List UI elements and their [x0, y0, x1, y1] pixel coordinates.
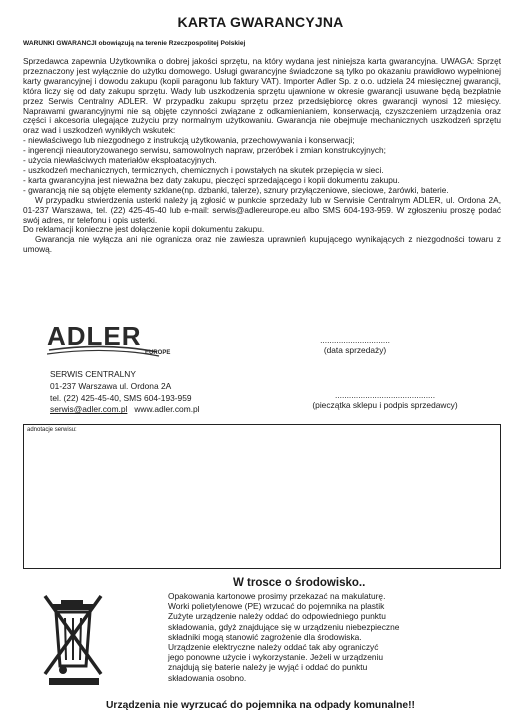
service-notes-label: adnotacje serwisu:: [27, 427, 77, 433]
environment-line: jego ponowne użycie i wykorzystanie. Jeżeli w urządzeniu: [168, 652, 384, 663]
exclusion-item: - niewłaściwego lub niezgodnego z instrukcją użytkowania, przechowywania i konserwacji;: [23, 135, 355, 146]
environment-line: składowania osobno.: [168, 672, 247, 683]
service-heading: SERWIS CENTRALNY: [50, 369, 136, 379]
environment-line: Opakowania kartonowe prosimy przekazać na makulaturę.: [168, 591, 386, 601]
sale-date-dots: ..............................: [320, 335, 390, 345]
paragraph-rights: Gwarancja nie wyłącza ani nie ogranicza oraz nie zawiesza uprawnień kupującego wynikających z niezgodności towaru z umową.: [23, 234, 501, 255]
logo-wordmark: ADLER: [47, 321, 142, 351]
environment-line: Worki polietylenowe (PE) wrzucać do pojemnika na plastik: [168, 601, 385, 612]
service-address: 01-237 Warszawa ul. Ordona 2A: [50, 380, 172, 391]
crossed-out-bin-icon: [41, 594, 107, 686]
sale-date-label: (data sprzedaży): [323, 345, 387, 355]
paragraph-receipt: Do reklamacji konieczne jest dołączenie kopii dokumentu zakupu.: [23, 224, 265, 235]
service-notes-box[interactable]: [23, 424, 501, 569]
environment-line: znajdują się baterie należy je wyjąć i oddać do punktu: [168, 662, 368, 673]
stamp-label: (pieczątka sklepu i podpis sprzedawcy): [312, 400, 458, 410]
environment-line: składniki mogą stanowić zagrożenie dla środowiska.: [168, 631, 362, 642]
exclusion-item: - uszkodzeń mechanicznych, termicznych, chemicznych i powstałych na skutek przepięcia w sieci.: [23, 164, 384, 175]
adler-logo: [47, 322, 197, 364]
footer-warning: Urządzenia nie wyrzucać do pojemnika na odpady komunalne!!: [106, 700, 415, 711]
service-center: [50, 369, 200, 416]
exclusion-item: - użycia niewłaściwych materiałów eksploatacyjnych.: [23, 155, 217, 166]
warranty-terms: [23, 57, 501, 255]
service-email-link[interactable]: serwis@adler.com.pl: [50, 404, 128, 415]
sale-date-field[interactable]: [300, 335, 410, 355]
stamp-field[interactable]: [285, 390, 485, 410]
service-phone: tel. (22) 425-45-40, SMS 604-193-959: [50, 392, 192, 403]
page-title: KARTA GWARANCYJNA: [177, 14, 344, 30]
stamp-dots: ...........................................: [334, 390, 436, 400]
environment-title: W trosce o środowisko..: [233, 577, 366, 589]
logo-subtitle: EUROPE: [145, 350, 171, 356]
service-web-link[interactable]: www.adler.com.pl: [134, 404, 200, 415]
paragraph-general: Sprzedawca zapewnia Użytkownika o dobrej jakości sprzętu, na który wydana jest niniejsza karta gwarancyjna. UWAGA: Sprzęt przeznaczony jest wyłącznie do użytku domowego. Usługi gwarancyjne świadczone są tylko po okazaniu prawidłowo wypełnionej karty gwarancyjnej i dowodu zakupu (kopii paragonu lub faktury VAT). Importer Adler Sp. z o.o. udziela 24 miesięcznej gwarancji, która liczy się od daty zakupu sprzętu. Wady lub uszkodzenia sprzętu ujawnione w okresie gwarancji usuwane będą bezpłatnie przez Serwis Centralny ADLER. W przypadku zakupu sprzętu przez przedsiębiorcę okres gwarancji wynosi 12 miesięcy. Naprawami gwarancyjnymi nie są objęte czynności związane z odkamienianiem, konserwacją, czyszczeniem urządzenia oraz części i akcesoria ulegające zużyciu przy normalnym użytkowaniu. Gwarancja nie obejmuje mechanicznych uszkodzeń sprzętu oraz wad i uszkodzeń wynikłych wskutek:: [23, 56, 501, 136]
environment-text: [168, 591, 468, 683]
exclusion-item: - gwarancją nie są objęte elementy szklane(np. dzbanki, talerze), sznury przyłączeniowe, sieciowe, żarówki, baterie.: [23, 184, 449, 195]
service-contacts: [50, 404, 200, 416]
environment-line: Urządzenie elektryczne należy oddać tak aby ograniczyć: [168, 642, 379, 653]
exclusion-item: - ingerencji nieautoryzowanego serwisu, samowolnych napraw, przeróbek i zmian konstrukcyjnych;: [23, 145, 386, 156]
environment-line: składowania, gdyż znajdujące się w urządzeniu niebezpieczne: [168, 621, 400, 632]
paragraph-defect-report: W przypadku stwierdzenia usterki należy ją zgłosić w punkcie sprzedaży lub w Serwisie Centralnym ADLER, ul. Ordona 2A, 01-237 Warszawa, tel. (22) 425-45-40 lub e-mail: serwis@adlereurope.eu albo SMS 604-193-959. W zgłoszeniu proszę podać swój adres, nr telefonu i opis usterki.: [23, 194, 501, 225]
environment-line: Zużyte urządzenie należy oddać do odpowiedniego punktu: [168, 611, 386, 622]
exclusion-item: - karta gwarancyjna jest nieważna bez daty zakupu, pieczęci sprzedającego i kopii dokumentu zakupu.: [23, 174, 400, 185]
conditions-title: WARUNKI GWARANCJI obowiązują na terenie Rzeczpospolitej Polskiej: [23, 40, 246, 47]
